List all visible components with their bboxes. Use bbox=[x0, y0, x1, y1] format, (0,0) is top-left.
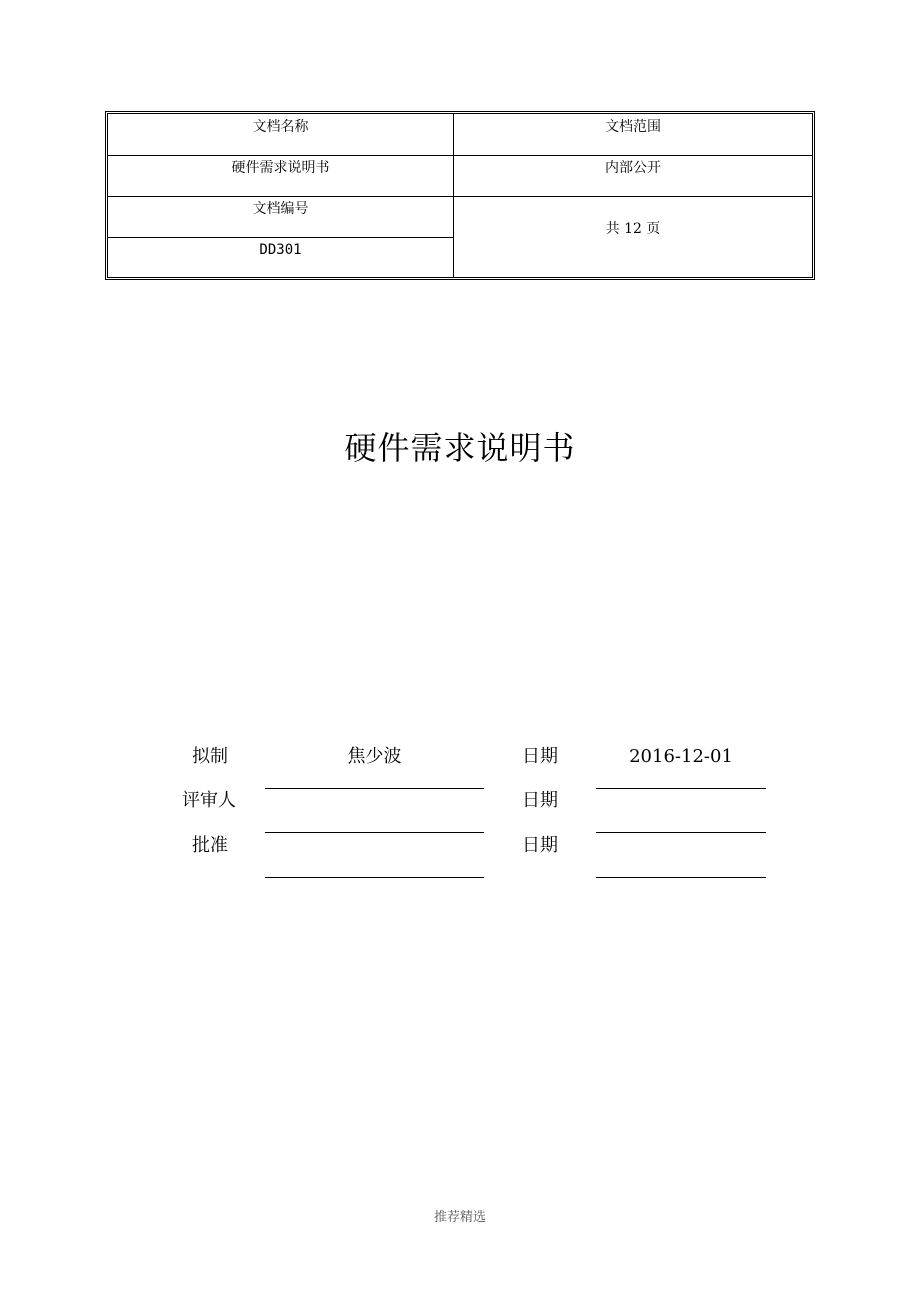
page-footer: 推荐精选 bbox=[433, 1210, 486, 1225]
document-info-table bbox=[105, 111, 815, 280]
drafted-date-value: 2016-12-01 bbox=[629, 746, 733, 767]
doc-scope-value: 内部公开 bbox=[605, 160, 661, 176]
doc-number-value: DD301 bbox=[259, 242, 302, 258]
drafted-date-label: 日期 bbox=[522, 746, 558, 767]
doc-name-label: 文档名称 bbox=[252, 119, 309, 135]
review-date-label: 日期 bbox=[522, 790, 558, 811]
table-row-divider bbox=[108, 237, 453, 238]
table-row-divider bbox=[108, 155, 812, 156]
doc-scope-label: 文档范围 bbox=[605, 119, 661, 135]
page-count: 共 12 页 bbox=[605, 221, 661, 237]
table-row-divider bbox=[108, 196, 812, 197]
doc-name-value: 硬件需求说明书 bbox=[231, 160, 330, 176]
approval-date-label: 日期 bbox=[522, 835, 558, 856]
drafted-by-value: 焦少波 bbox=[347, 746, 402, 767]
drafted-date-line bbox=[596, 788, 766, 789]
approver-line bbox=[265, 877, 484, 878]
review-date-line bbox=[596, 832, 766, 833]
document-title: 硬件需求说明书 bbox=[344, 429, 576, 467]
drafted-by-line bbox=[265, 788, 484, 789]
reviewer-line bbox=[265, 832, 484, 833]
approved-label: 批准 bbox=[192, 835, 228, 856]
reviewer-label: 评审人 bbox=[182, 790, 236, 811]
doc-number-label: 文档编号 bbox=[252, 201, 309, 217]
approval-date-line bbox=[596, 877, 766, 878]
drafted-label: 拟制 bbox=[192, 746, 228, 767]
